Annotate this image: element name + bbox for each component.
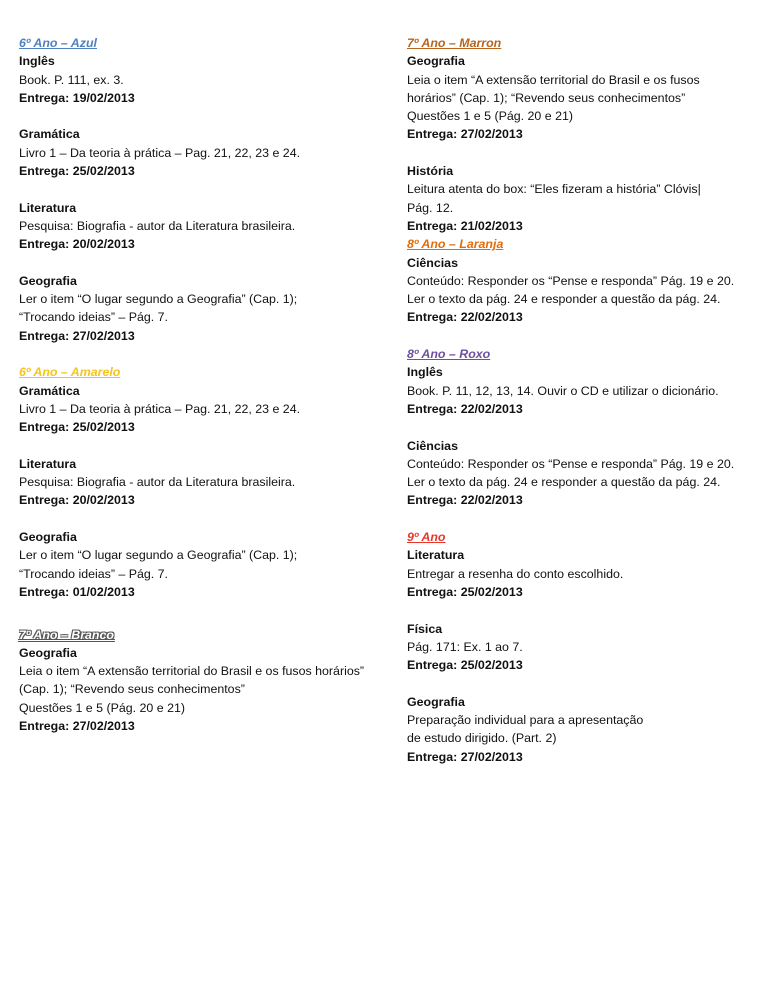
due-date: Entrega: 20/02/2013 bbox=[19, 237, 135, 252]
due-date: Entrega: 22/02/2013 bbox=[407, 401, 523, 416]
assignment-line: Pesquisa: Biografia - autor da Literatura brasileira. bbox=[19, 475, 296, 490]
section-heading-9-ano: 9º Ano bbox=[407, 530, 446, 545]
assignment-line: “Trocando ideias” – Pág. 7. bbox=[19, 566, 168, 581]
assignment-line: Preparação individual para a apresentação bbox=[407, 712, 644, 727]
right-column bbox=[407, 34, 757, 766]
due-date: Entrega: 19/02/2013 bbox=[19, 90, 135, 105]
section-heading-7-branco: 7º Ano – Branco bbox=[19, 627, 114, 642]
subject-literatura: Literatura bbox=[19, 456, 77, 471]
left-column bbox=[19, 34, 391, 735]
subject-ingles: Inglês bbox=[407, 365, 443, 380]
assignment-line: Ler o item “O lugar segundo a Geografia” (Cap. 1); bbox=[19, 548, 298, 563]
assignment-line: Conteúdo: Responder os “Pense e responda” Pág. 19 e 20. bbox=[407, 456, 735, 471]
section-heading-7-marron: 7º Ano – Marron bbox=[407, 36, 502, 50]
subject-ciencias: Ciências bbox=[407, 255, 458, 270]
subject-gramatica: Gramática bbox=[19, 383, 80, 398]
subject-gramatica: Gramática bbox=[19, 127, 80, 142]
subject-geografia: Geografia bbox=[19, 645, 77, 660]
assignment-line: Questões 1 e 5 (Pág. 20 e 21) bbox=[19, 700, 186, 715]
assignment-line: Ler o texto da pág. 24 e responder a questão da pág. 24. bbox=[407, 292, 721, 307]
assignment-line: Entregar a resenha do conto escolhido. bbox=[407, 566, 624, 581]
subject-literatura: Literatura bbox=[19, 200, 77, 215]
assignment-line: (Cap. 1); “Revendo seus conhecimentos” bbox=[19, 682, 245, 697]
section-heading-6-azul: 6º Ano – Azul bbox=[19, 36, 97, 50]
assignment-line: Book. P. 11, 12, 13, 14. Ouvir o CD e utilizar o dicionário. bbox=[407, 383, 719, 398]
subject-ingles: Inglês bbox=[19, 54, 55, 69]
subject-fisica: Física bbox=[407, 621, 443, 636]
due-date: Entrega: 22/02/2013 bbox=[407, 310, 523, 325]
assignment-line: Pesquisa: Biografia - autor da Literatura brasileira. bbox=[19, 218, 296, 233]
subject-historia: História bbox=[407, 164, 454, 179]
assignment-line: Ler o texto da pág. 24 e responder a questão da pág. 24. bbox=[407, 475, 721, 490]
subject-literatura: Literatura bbox=[407, 548, 465, 563]
subject-geografia: Geografia bbox=[19, 530, 77, 545]
assignment-line: Ler o item “O lugar segundo a Geografia” (Cap. 1); bbox=[19, 292, 298, 307]
due-date: Entrega: 27/02/2013 bbox=[19, 328, 135, 343]
due-date: Entrega: 20/02/2013 bbox=[19, 493, 135, 508]
due-date: Entrega: 01/02/2013 bbox=[19, 584, 135, 599]
section-heading-8-roxo: 8º Ano – Roxo bbox=[407, 347, 491, 362]
section-heading-6-amarelo: 6º Ano – Amarelo bbox=[19, 365, 121, 380]
assignment-line: Conteúdo: Responder os “Pense e responda” Pág. 19 e 20. bbox=[407, 273, 735, 288]
assignment-line: Questões 1 e 5 (Pág. 20 e 21) bbox=[407, 109, 574, 124]
due-date: Entrega: 22/02/2013 bbox=[407, 493, 523, 508]
assignment-line: “Trocando ideias” – Pág. 7. bbox=[19, 310, 168, 325]
assignment-line: Pág. 12. bbox=[407, 200, 454, 215]
due-date: Entrega: 25/02/2013 bbox=[407, 658, 523, 673]
subject-geografia: Geografia bbox=[407, 694, 465, 709]
due-date: Entrega: 21/02/2013 bbox=[407, 218, 523, 233]
assignment-line: Leia o item “A extensão territorial do Brasil e os fusos bbox=[407, 72, 700, 87]
assignment-line: horários” (Cap. 1); “Revendo seus conhecimentos” bbox=[407, 90, 686, 105]
due-date: Entrega: 27/02/2013 bbox=[19, 718, 135, 733]
subject-ciencias: Ciências bbox=[407, 438, 458, 453]
assignment-line: Book. P. 111, ex. 3. bbox=[19, 72, 124, 87]
section-heading-8-laranja: 8º Ano – Laranja bbox=[407, 237, 504, 252]
due-date: Entrega: 27/02/2013 bbox=[407, 127, 523, 142]
assignment-line: Leia o item “A extensão territorial do Brasil e os fusos horários” bbox=[19, 664, 365, 679]
assignment-line: Leitura atenta do box: “Eles fizeram a história” Clóvis| bbox=[407, 182, 701, 197]
assignment-line: Pág. 171: Ex. 1 ao 7. bbox=[407, 639, 523, 654]
assignment-line: Livro 1 – Da teoria à prática – Pag. 21, 22, 23 e 24. bbox=[19, 145, 301, 160]
assignment-line: Livro 1 – Da teoria à prática – Pag. 21, 22, 23 e 24. bbox=[19, 401, 301, 416]
due-date: Entrega: 25/02/2013 bbox=[19, 164, 135, 179]
subject-geografia: Geografia bbox=[407, 54, 465, 69]
subject-geografia: Geografia bbox=[19, 273, 77, 288]
due-date: Entrega: 25/02/2013 bbox=[19, 420, 135, 435]
due-date: Entrega: 27/02/2013 bbox=[407, 749, 523, 764]
due-date: Entrega: 25/02/2013 bbox=[407, 584, 523, 599]
assignment-line: de estudo dirigido. (Part. 2) bbox=[407, 731, 557, 746]
